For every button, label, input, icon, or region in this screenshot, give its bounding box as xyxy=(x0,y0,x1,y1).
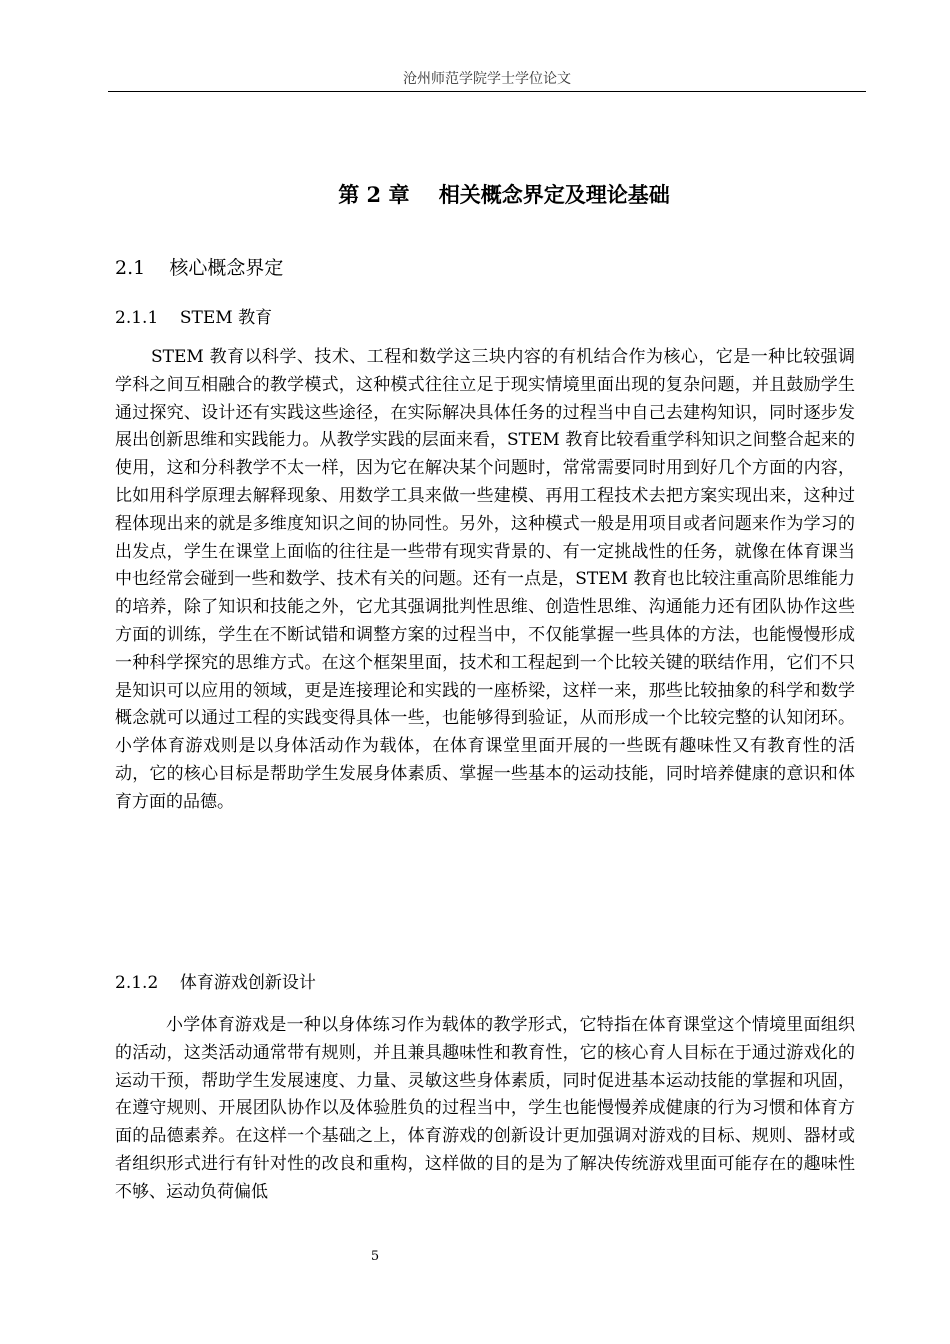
section-heading-2-1-2: 2.1.2 体育游戏创新设计 xyxy=(115,973,316,993)
paragraph-pe-game-design: 小学体育游戏是一种以身体练习作为载体的教学形式，它特指在体育课堂这个情境里面组织的活动，这类活动通常带有规则，并且兼具趣味性和教育性，它的核心育人目标在于通过游戏化的运动干预，帮助学生发展速度、力量、灵敏这些身体素质，同时促进基本运动技能的掌握和巩固，在遵守规则、开展团队协作以及体验胜负的过程当中，学生也能慢慢养成健康的行为习惯和体育方面的品德素养。在这样一个基础之上，体育游戏的创新设计更加强调对游戏的目标、规则、器材或者组织形式进行有针对性的改良和重构，这样做的目的是为了解决传统游戏里面可能存在的趣味性不够、运动负荷偏低 xyxy=(115,1015,855,1202)
header-divider xyxy=(108,91,866,92)
paragraph-stem-education: STEM 教育以科学、技术、工程和数学这三块内容的有机结合作为核心，它是一种比较强调学科之间互相融合的教学模式，这种模式往往立足于现实情境里面出现的复杂问题，并且鼓励学生通过探究、设计还有实践这些途径，在实际解决具体任务的过程当中自己去建构知识，同时逐步发展出创新思维和实践能力。从教学实践的层面来看，STEM 教育比较看重学科知识之间整合起来的使用，这和分科教学不太一样，因为它在解决某个问题时，常常需要同时用到好几个方面的内容，比如用科学原理去解释现象、用数学工具来做一些建模、再用工程技术去把方案实现出来，这种过程体现出来的就是多维度知识之间的协同性。另外，这种模式一般是用项目或者问题来作为学习的出发点，学生在课堂上面临的往往是一些带有现实背景的、有一定挑战性的任务，就像在体育课当中也经常会碰到一些和数学、技术有关的问题。还有一点是，STEM 教育也比较注重高阶思维能力的培养，除了知识和技能之外，它尤其强调批判性思维、创造性思维、沟通能力还有团队协作这些方面的训练，学生在不断试错和调整方案的过程当中，不仅能掌握一些具体的方法，也能慢慢形成一种科学探究的思维方式。在这个框架里面，技术和工程起到一个比较关键的联结作用，它们不只是知识可以应用的领域，更是连接理论和实践的一座桥梁，这样一来，那些比较抽象的科学和数学概念就可以通过工程的实践变得具体一些，也能够得到验证，从而形成一个比较完整的认知闭环。小学体育游戏则是以身体活动作为载体，在体育课堂里面开展的一些既有趣味性又有教育性的活动，它的核心目标是帮助学生发展身体素质、掌握一些基本的运动技能，同时培养健康的意识和体育方面的品德。 xyxy=(115,347,855,812)
running-header: 沧州师范学院学士学位论文 xyxy=(403,71,571,87)
page-number: 5 xyxy=(370,1249,380,1264)
chapter-title: 第 2 章 相关概念界定及理论基础 xyxy=(338,182,670,207)
section-heading-2-1: 2.1 核心概念界定 xyxy=(115,257,284,279)
section-heading-2-1-1: 2.1.1 STEM 教育 xyxy=(115,308,273,328)
